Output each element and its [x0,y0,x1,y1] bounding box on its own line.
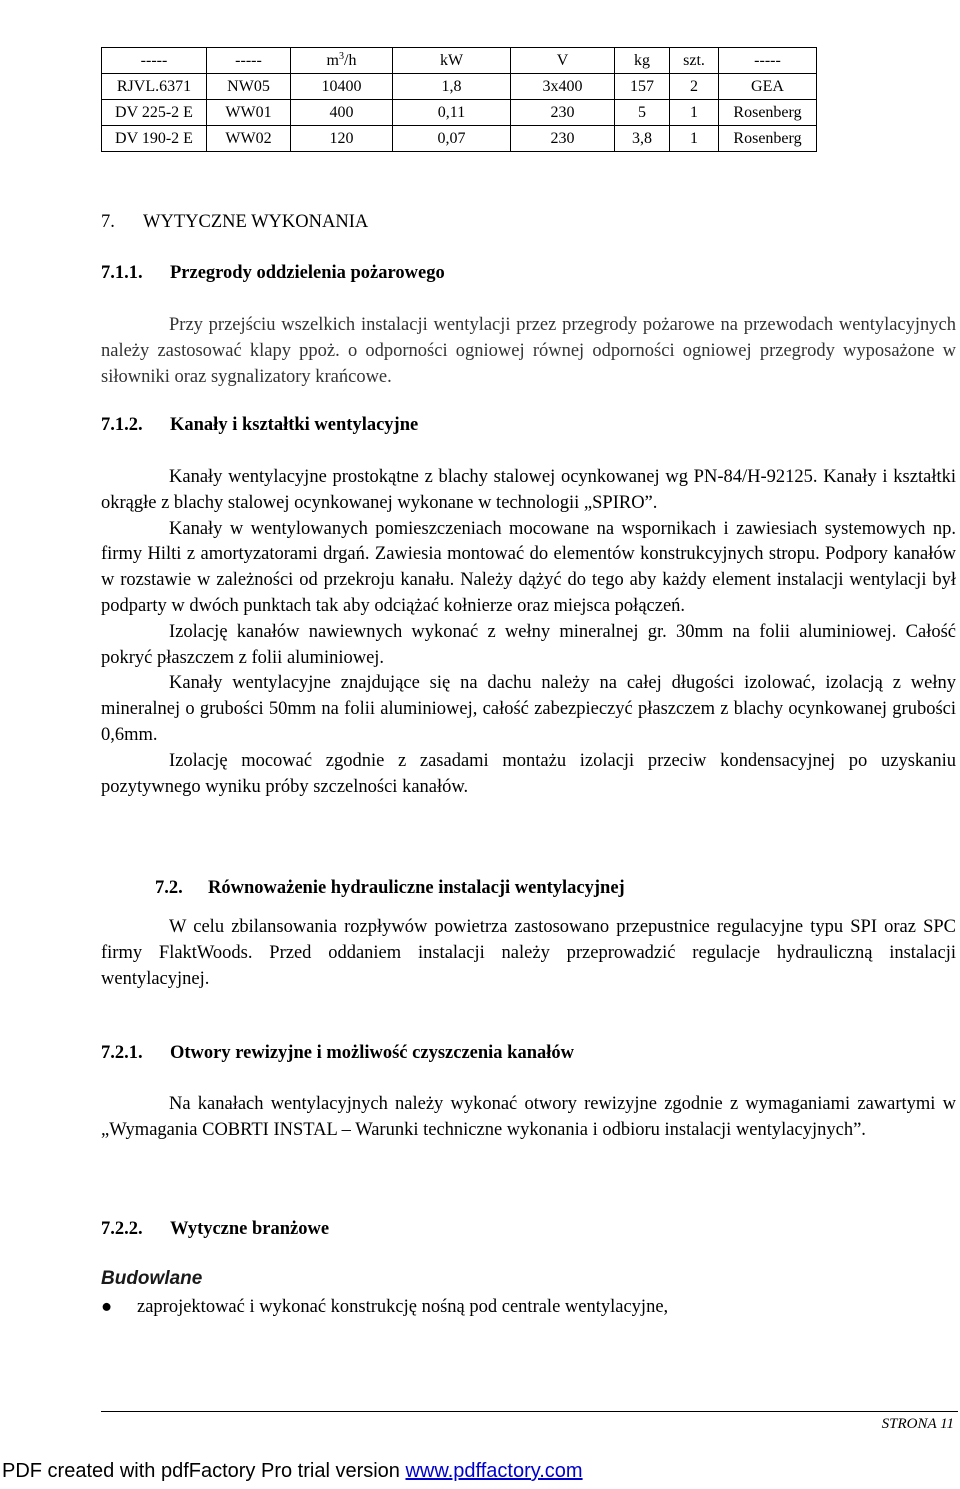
footer-divider [101,1411,958,1412]
table-cell: RJVL.6371 [102,74,207,100]
table-cell: 0,07 [393,126,511,152]
table-cell: kg [615,48,670,74]
table-cell: 3,8 [615,126,670,152]
table-cell: 3x400 [511,74,615,100]
equipment-table [101,47,817,152]
table-cell: 0,11 [393,100,511,126]
table-cell: 10400 [291,74,393,100]
page-number: STRONA 11 [881,1416,954,1432]
table-cell: Rosenberg [719,126,817,152]
table-cell: GEA [719,74,817,100]
table-cell: WW02 [207,126,291,152]
table-cell: 157 [615,74,670,100]
table-cell: 230 [511,126,615,152]
table-cell: 400 [291,100,393,126]
paragraph-balancing: W celu zbilansowania rozpływów powietrza zastosowano przepustnice regulacyjne typu SPI oraz SPC firmy FlaktWoods. Przed oddaniem instalacji należy przeprowadzić regulacje hydrauliczną instalacji wentylacyjnej. [101,917,956,989]
table-cell: ----- [207,48,291,74]
paragraph-ducts: Kanały wentylacyjne prostokątne z blachy stalowej ocynkowanej wg PN-84/H-92125. Kanały i kształtki okrągłe z blachy stalowej ocynkowanej wykonane w technologii „SPIRO”. Kanały w wentylowanych pomieszczeniach mocowane na wspornikach i zawiesiach systemowych np. firmy Hilti z amortyzatorami drgań. Zawiesia montować do elementów konstrukcyjnych stropu. Podpory kanałów w rozstawie w zależności od przekroju kanału. Należy dążyć do tego aby każdy element instalacji wentylacji był podparty w dwóch punktach tak aby odciążać kołnierze oraz miejsca połączeń. Izolację kanałów nawiewnych wykonać z wełny mineralnej gr. 30mm na folii aluminiowej. Całość pokryć płaszczem z folii aluminiowej. Kanały wentylacyjne znajdujące się na dachu należy na całej długości izolować, izolacją z wełny mineralnej o grubości 50mm na folii aluminiowej, całość zabezpieczyć płaszczem z blachy ocynkowanej grubości 0,6mm. Izolację mocować zgodnie z zasadami montażu izolacji przeciw kondensacyjnej po uzyskaniu pozytywnego wyniku próby szczelności kanałów. [101,467,956,797]
pdffactory-link[interactable]: www.pdffactory.com [405,1460,583,1482]
document-page: ----- ----- $m^3/h$ kW V kg szt. ----- RJVL.6371 NW05 10400 1,8 3x400 157 2 GEA DV 225-2 E WW01 400 0,11 230 5 1 Rosenberg DV 190-2 E WW02 120 0,07 230 3,8 1 Rosenberg 7. WYTYCZNE WYKONANIA 7.1.1. Przegrody oddzielenia pożarowego Przy przejściu wszelkich instalacji wentylacji przez przegrody pożarowe na przewodach wentylacyjnych należy zastosować klapy ppoż. o odporności ogniowej równej odporności ogniowej przegrody wyposażone w siłowniki oraz sygnalizatory krańcowe. 7.1.2. Kanały i kształtki wentylacyjne Kanały wentylacyjne prostokątne z blachy stalowej ocynkowanej wg PN-84/H-92125. Kanały i kształtki okrągłe z blachy stalowej ocynkowanej wykonane w technologii „SPIRO”. Kanały w wentylowanych pomieszczeniach mocowane na wspornikach i zawiesiach systemowych np. firmy Hilti z amortyzatorami drgań. Zawiesia montować do elementów konstrukcyjnych stropu. Podpory kanałów w rozstawie w zależności od przekroju kanału. Należy dążyć do tego aby każdy element instalacji wentylacji był podparty w dwóch punktach tak aby odciążać kołnierze oraz miejsca połączeń. Izolację kanałów nawiewnych wykonać z wełny mineralnej gr. 30mm na folii aluminiowej. Całość pokryć płaszczem z folii aluminiowej. Kanały wentylacyjne znajdujące się na dachu należy na całej długości izolować, izolacją z wełny mineralnej o grubości 50mm na folii aluminiowej, całość zabezpieczyć płaszczem z blachy ocynkowanej grubości 0,6mm. Izolację mocować zgodnie z zasadami montażu izolacji przeciw kondensacyjnej po uzyskaniu pozytywnego wyniku próby szczelności kanałów. 7.2. Równoważenie hydrauliczne instalacji wentylacyjnej W celu zbilansowania rozpływów powietrza zastosowano przepustnice regulacyjne typu SPI oraz SPC firmy FlaktWoods. Przed oddaniem instalacji należy przeprowadzić regulacje hydrauliczną instalacji wentylacyjnej. 7.2.1. Otwory rewizyjne i możliwość czyszczenia kanałów Na kanałach wentylacyjnych należy wykonać otwory rewizyjne zgodnie z wymaganiami zawartymi w „Wymagania COBRTI INSTAL – Warunki techniczne wykonania i odbioru instalacji wentylacyjnych”. 7.2.2. Wytyczne branżowe Budowlane ● zaprojektować i wykonać konstrukcję nośną pod centrale wentylacyjne, STRONA 11 PDF created with pdfFactory Pro trial version www.pdffactory.com [0,0,960,1489]
table-cell: 1,8 [393,74,511,100]
table-header-row [102,48,817,74]
pdf-watermark: PDF created with pdfFactory Pro trial version www.pdffactory.com [2,1460,583,1482]
table-cell: DV 225-2 E [102,100,207,126]
paragraph-fire-barriers: Przy przejściu wszelkich instalacji wentylacji przez przegrody pożarowe na przewodach wentylacyjnych należy zastosować klapy ppoż. o odporności ogniowej równej odporności ogniowej przegrody wyposażone w siłowniki oraz sygnalizatory krańcowe. [101,315,956,387]
table-cell: 2 [670,74,719,100]
table-cell: 1 [670,100,719,126]
table-cell: 120 [291,126,393,152]
table-cell: WW01 [207,100,291,126]
table-cell: $m^3/h$ [291,48,393,74]
table-row [102,126,817,152]
table-cell: kW [393,48,511,74]
table-cell: 230 [511,100,615,126]
table-row [102,74,817,100]
table-cell: DV 190-2 E [102,126,207,152]
table-cell: V [511,48,615,74]
list-item: ● zaprojektować i wykonać konstrukcję nośną pod centrale wentylacyjne, [101,1297,669,1317]
table-cell: szt. [670,48,719,74]
table-cell: 5 [615,100,670,126]
bullet-icon: ● [101,1297,113,1317]
table-cell: 1 [670,126,719,152]
paragraph-inspection: Na kanałach wentylacyjnych należy wykonać otwory rewizyjne zgodnie z wymaganiami zawartymi w „Wymagania COBRTI INSTAL – Warunki techniczne wykonania i odbioru instalacji wentylacyjnych”. [101,1094,956,1140]
table-row [102,100,817,126]
table-cell: NW05 [207,74,291,100]
table-cell: ----- [102,48,207,74]
subheading-budowlane: Budowlane [101,1268,203,1289]
table-cell: ----- [719,48,817,74]
table-cell: Rosenberg [719,100,817,126]
